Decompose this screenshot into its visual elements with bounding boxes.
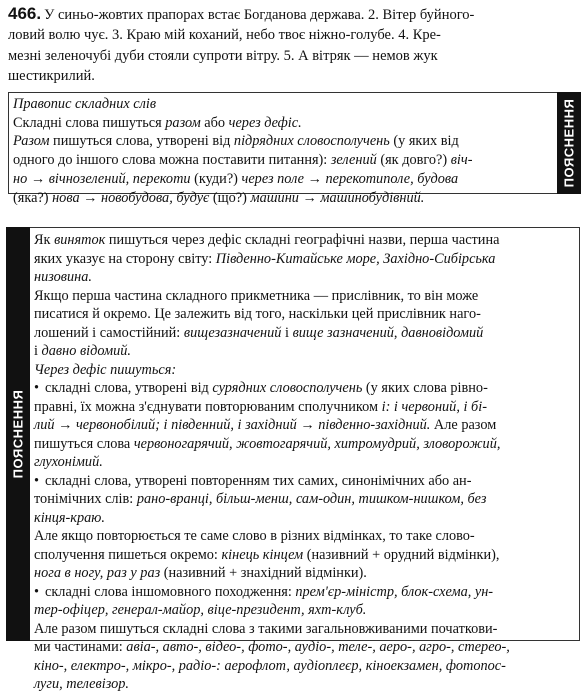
bullet-icon: •	[34, 472, 40, 489]
explanation-tab-label: ПОЯСНЕННЯ	[10, 389, 26, 479]
exercise-text: У синьо-жовтих прапорах встає Богданова держава. 2. Вітер буйного-	[44, 7, 475, 23]
exercise-line: шестикрилий.	[8, 68, 95, 85]
rule-line: пишуться слова червоногарячий, жовтогарячий, хитромудрий, зловорожий,	[34, 435, 501, 452]
rule-line: кінця-краю.	[34, 509, 105, 526]
rule-line: тонімічних слів: рано-вранці, більш-менш, сам-один, тишком-нишком, без	[34, 491, 487, 507]
rule-title: Правопис складних слів	[13, 96, 157, 112]
exercise-line: мезні зеленочубі дуби стояли супроти вітру. 5. А вітряк — немов жук	[8, 47, 438, 64]
rule-line: і давно відомий.	[34, 343, 131, 359]
rule-line: одного до іншого слова можна поставити питання): зелений (як довго?) віч-	[13, 152, 473, 169]
exercise-line: ловий волю чує. 3. Краю мій коханий, небо твоє ніжно-голубе. 4. Кре-	[8, 27, 441, 44]
rule-line: Складні слова пишуться разом або через дефіс.	[13, 114, 302, 131]
rule-line: но → вічнозелений, перекоти (куди?) через поле → перекотиполе, будова	[13, 170, 459, 187]
rule-line: (яка?) нова → новобудова, будує (що?) машини → машинобудівний.	[13, 189, 425, 206]
list-item: • складні слова іншомовного походження: прем'єр-міністр, блок-схема, ун-	[34, 583, 494, 600]
rule-line: Як виняток пишуться через дефіс складні географічні назви, перша частина	[34, 232, 500, 248]
explanation-tab	[6, 227, 30, 641]
rule-line: сполучення пишеться окремо: кінець кінцем (називний + орудний відмінки),	[34, 546, 500, 563]
rule-line: низовина.	[34, 269, 92, 285]
exercise-466	[8, 4, 580, 87]
rule-line: лий → червонобілий; і південний, і західний → південно-західний. Але разом	[34, 417, 497, 433]
bullet-icon: •	[34, 583, 40, 600]
explanation-tab	[557, 92, 581, 194]
rule-line: яких указує на сторону світу: Південно-Китайське море, Західно-Сибірська	[34, 250, 496, 267]
explanation-box-compound-words	[8, 92, 558, 206]
rule-line: луги, телевізор.	[34, 676, 129, 692]
rule-line: глухонімий.	[34, 454, 103, 470]
rule-line: Разом пишуться слова, утворені від підрядних словосполучень (у яких від	[13, 133, 459, 150]
exercise-number: 466.	[8, 4, 42, 23]
rule-line: Але якщо повторюється те саме слово в різних відмінках, то таке слово-	[34, 528, 475, 544]
explanation-text	[13, 95, 549, 207]
rule-line: Через дефіс пишуться:	[34, 361, 177, 378]
rule-line: кіно-, електро-, мікро-, радіо-: аерофлот, аудіоплеєр, кіноекзамен, фотопос-	[34, 657, 506, 674]
rule-line: Якщо перша частина складного прикметника — прислівник, то він може	[34, 287, 479, 304]
bullet-icon: •	[34, 380, 40, 396]
exercise-line	[8, 4, 580, 25]
explanation-text	[34, 231, 574, 694]
list-item: • складні слова, утворені від сурядних словосполучень (у яких слова рівно-	[34, 380, 488, 396]
rule-line: лошений і самостійний: вищезазначений і вище зазначений, давновідомий	[34, 324, 484, 341]
explanation-tab-label: ПОЯСНЕННЯ	[561, 98, 577, 188]
explanation-box-hyphenation	[30, 227, 580, 692]
rule-line: писатися й окремо. Це залежить від того, наскільки цей прислівник наго-	[34, 306, 481, 322]
list-item: • складні слова, утворені повторенням тих самих, синонімічних або ан-	[34, 472, 472, 489]
rule-line: нога в ногу, раз у раз (називний + знахідний відмінки).	[34, 565, 367, 581]
rule-line: ми частинами: авіа-, авто-, відео-, фото-, аудіо-, теле-, аеро-, агро-, стерео-,	[34, 639, 510, 655]
rule-line: Але разом пишуться складні слова з такими загальновживаними початкови-	[34, 620, 498, 637]
rule-line: тер-офіцер, генерал-майор, віце-президент, яхт-клуб.	[34, 602, 367, 618]
rule-line: правні, їх можна з'єднувати повторюваним сполучником і: і червоний, і бі-	[34, 398, 487, 415]
